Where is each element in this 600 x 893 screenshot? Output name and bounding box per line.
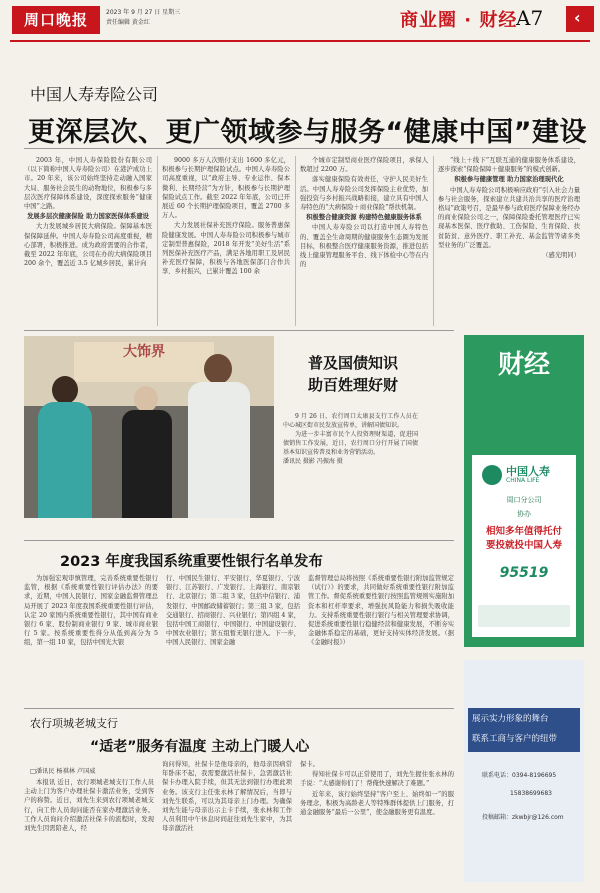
elderly-column-1	[24, 778, 154, 886]
headline-rule	[24, 148, 580, 149]
column-divider	[157, 156, 158, 326]
issue-date: 2023 年 9 月 27 日 星期三	[106, 9, 181, 16]
contact-phone: 联系电话：0394-8196695	[482, 772, 557, 779]
paragraph: 大力发展城乡居民大病保险。保障基本医保保障延伸。中国人寿寿险公司高度重视，精心部署，积极推进。成为政府需要的合作者，截至 2022 年年底，公司在办的大病保险项目 200 余个，覆盖近 3.5 亿城乡居民，累计向	[24, 223, 152, 268]
paragraph: 个城市定制型商业医疗保险项目，承保人数超过 2200 万。	[300, 157, 428, 174]
paragraph: 行、中国民生银行、平安银行、华夏银行、宁波银行、江苏银行、广发银行、上海银行、南京银行、北京银行；第二组 3 家，包括中信银行、浦发银行、中国邮政储蓄银行；第三组 3 家，包括交通银行、招商银行、兴业银行；第四组 4 家，包括中国工商银行、中国银行、中国建设银行、中国农业银行；第五组暂无银行进入。下一步，中国人民银行、国家金融	[166, 575, 300, 647]
photo-story-title	[303, 352, 403, 396]
lead-column-3	[300, 156, 428, 326]
author-credit: （感光明同）	[542, 252, 580, 260]
photo-person	[120, 386, 174, 518]
paragraph: 大力发展社保补充医疗保险。服务普惠保险健康发展。中国人寿寿险公司积极参与城市定制型普惠保险，2018 年开发“美好生活”系列医保补充医疗产品，满足各地用职工及居民补充医疗保障，积极与各地医保部门合作共享、乡村振兴，已累计覆盖 100 余	[162, 222, 290, 276]
subheading: 发展多层次健康保险 助力国家医保体系建设	[27, 213, 149, 221]
banner-line: 联系工商与客户的纽带	[472, 734, 558, 744]
paragraph: 为加强宏观审慎管理，完善系统重要性银行监管，根据《系统重要性银行评估办法》的要求，近期，中国人民银行、国家金融监督管理总局开展了 2023 年度我国系统重要性银行评估，认定 20 家国内系统重要性银行，其中国有商业银行 6 家、股份制商业银行 9 家、城市商业银行 5 家。按系统重要性得分从低到高分为 5 组，第一组 10 家，包括中国光大银	[24, 575, 158, 647]
lead-column-1	[24, 156, 152, 326]
storefront-sign: 大饰界	[74, 342, 214, 382]
banks-headline: 2023 年度我国系统重要性银行名单发布	[60, 554, 323, 570]
page-arrow-icon: ‹	[566, 6, 594, 32]
finance-ad	[464, 335, 584, 647]
news-photo	[24, 336, 274, 518]
paragraph: 2003 年，中国人寿保险股份有限公司（以下简称中国人寿寿险公司）在港沪成功上市。20 年来，该公司始终坚持走动融入国家大局、服务社会民生的动物地位，积极参与多层次医疗保障体系建设，深度探索服务“健康中国”之路。	[24, 157, 152, 211]
photo-person	[184, 354, 254, 518]
elderly-column-3	[300, 760, 454, 886]
banks-column-2	[166, 574, 300, 700]
brand-name-en: CHINA LIFE	[506, 477, 540, 484]
masthead-rule	[10, 40, 590, 42]
lead-column-2	[162, 156, 290, 326]
ad-footer-strip	[478, 605, 570, 627]
responsible-editor: 责任编辑 黄金红	[106, 19, 150, 26]
paragraph: 中国人寿寿险公司积极响应政府“引入社会力量参与社会服务，探索建立共建共治共享的医疗治理格局”政策号召，是最早参与政府医疗保障业务经办的商业保险公司之一，保障保险委托管理医疗已实现基本医保、医疗救助、工伤保险、生育保险、扶贫防贫、意外医疗、职工补充、基金监管等诸多类型业务的广泛覆盖。	[438, 186, 580, 249]
banner-line: 展示实力形象的舞台	[472, 714, 549, 724]
banks-column-3	[308, 574, 454, 700]
paragraph: “线上＋线下”互联互通的健康服务体系建设，逐步探索“保险保障＋健康服务”的模式创新。	[438, 157, 580, 174]
ad-assist-label: 协办	[517, 510, 531, 518]
photo-story-title-line: 助百姓理好财	[307, 376, 398, 394]
photo-person	[34, 376, 94, 518]
page-number: A7	[516, 6, 544, 30]
photo-caption	[283, 412, 418, 466]
ad-branch: 周口分公司	[506, 496, 542, 504]
branch-name: 农行项城老城支行	[30, 717, 118, 730]
lead-headline: 更深层次、更广领域参与服务“健康中国”建设	[28, 117, 587, 148]
china-life-ad	[472, 455, 576, 637]
china-life-emblem-icon	[482, 465, 502, 485]
elderly-column-2	[162, 760, 292, 886]
ad-slogan: 相知多年值得托付	[485, 526, 562, 537]
photo-credit: 潘讯民 摄影 冯振海 摄	[283, 458, 343, 465]
contact-email: 投稿邮箱：zkwbjr@126.com	[482, 814, 564, 821]
company-name: 中国人寿寿险公司	[30, 85, 159, 104]
ad-hotline: 95519	[499, 565, 549, 581]
paragraph: 9000 多万人次赔付支出 1600 多亿元，积极参与长期护理保险试点。中国人寿寿险公司高度重视，以“政府主导、专业运作、保本微利、长期经营”为方针，积极参与长期护理保险试点工作。截至 2022 年年底，公司已开展近 60 个长期护理保险项目，覆盖 2700 多万人。	[162, 157, 290, 220]
subheading: 积极整合健康资源 构建特色健康服务体系	[306, 214, 422, 222]
section-rule	[24, 708, 454, 709]
ad-banner	[468, 708, 580, 752]
byline: □潘讯民 杨祺林 卢国威	[30, 768, 96, 775]
paragraph: 本报讯 近日，农行项城老城支行工作人员主动上门为客户办理社保卡激活业务，受到客户的称赞。近日，刘先生来到农行项城老城支行，向工作人员询问能否在家办理激活业务。工作人员询问介绍激活社保卡的流程时，发现刘先生因需陪老人，经	[24, 779, 154, 833]
ad-slogan: 要投就投中国人寿	[485, 540, 562, 551]
banks-column-1	[24, 574, 158, 700]
elderly-headline: “适老”服务有温度 主动上门暖人心	[90, 739, 310, 755]
column-divider	[433, 156, 434, 326]
contact-phone: 15838699683	[510, 790, 552, 797]
brand-name-cn: 中国人寿	[506, 465, 550, 478]
paragraph: 保卡。	[300, 761, 319, 768]
section-title: 商业圈 · 财经	[400, 10, 518, 31]
caption-paragraph: 9 月 26 日，农行周口太康县支行工作人员在中心城区街市民发放宣传单，讲解国债知识。	[283, 413, 418, 429]
paragraph: 询问得知，社保卡是他母亲的，他母亲因病常年卧床不起，我需要激活社保卡，急需激活社保卡办理入院手续，但其无法到银行办理此项业务。该支行主任张永林了解情况后，当即与刘先生联系，可以为其母亲上门办理。为确保刘先生能与母亲出示主卡手续，张永林和工作人员利用中午休息时间赶往刘先生家中，为其母亲激活社	[162, 761, 292, 833]
contact-ad	[464, 660, 584, 882]
paragraph: 得知社保卡可以正常使用了，刘先生握住张永林的手说：“太感谢你们了！帮俺快速解决了难题。”	[300, 771, 454, 788]
lead-column-4	[438, 156, 580, 326]
subheading: 积极参与健康管理 助力国家治理现代化	[454, 176, 564, 184]
paragraph: 监督管理总局将按照《系统重要性银行附加监管规定（试行）》的要求，共同做好系统重要性银行附加监管工作。督促系统重要性银行按照监管规则实施附加资本和杠杆率要求，增强抗风险能力和损失吸收能力。支持系统重要性银行银行与相关管理要求协调，促进系统重要性银行稳健经营和健康发展，不断夯实金融体系稳定的基础，更好支持实体经济发展。（据《金融时报》）	[308, 575, 454, 647]
column-divider	[295, 156, 296, 326]
china-life-logo	[482, 463, 566, 489]
paragraph: 近年来，该行始终坚持“客户至上、始终如一”的服务理念，积极为高龄老人等特殊群体提供上门服务，打通金融服务“最后一公里”，使金融服务更有温度。	[300, 790, 454, 817]
newspaper-logo: 周口晚报	[12, 6, 100, 34]
section-rule	[24, 330, 454, 331]
paragraph: 中国人寿寿险公司以打造中国人寿特色的、覆盖全生命周期的健康服务生态圈为发展目标，积极整合医疗健康服务资源，推进包括线上健康管理服务平台、线下体检中心等在内的	[300, 224, 428, 269]
ad-title: 财经	[497, 350, 550, 380]
photo-story-title-line: 普及国债知识	[307, 354, 398, 372]
caption-paragraph: 为进一步丰富市民个人投资理财渠道，促进国债销售工作发展，近日，农行周口分行开展了国债基本知识宣传普及和业务营销活动。	[283, 431, 418, 456]
paragraph: 落实健康保险有效责任，守护人民美好生活。中国人寿寿险公司发挥保险主业优势，加强投资与乡村振兴战略衔接，建立具有中国人寿特色的“大病保险＋商业保险”帮扶机制。	[300, 176, 428, 212]
section-rule	[24, 540, 454, 541]
